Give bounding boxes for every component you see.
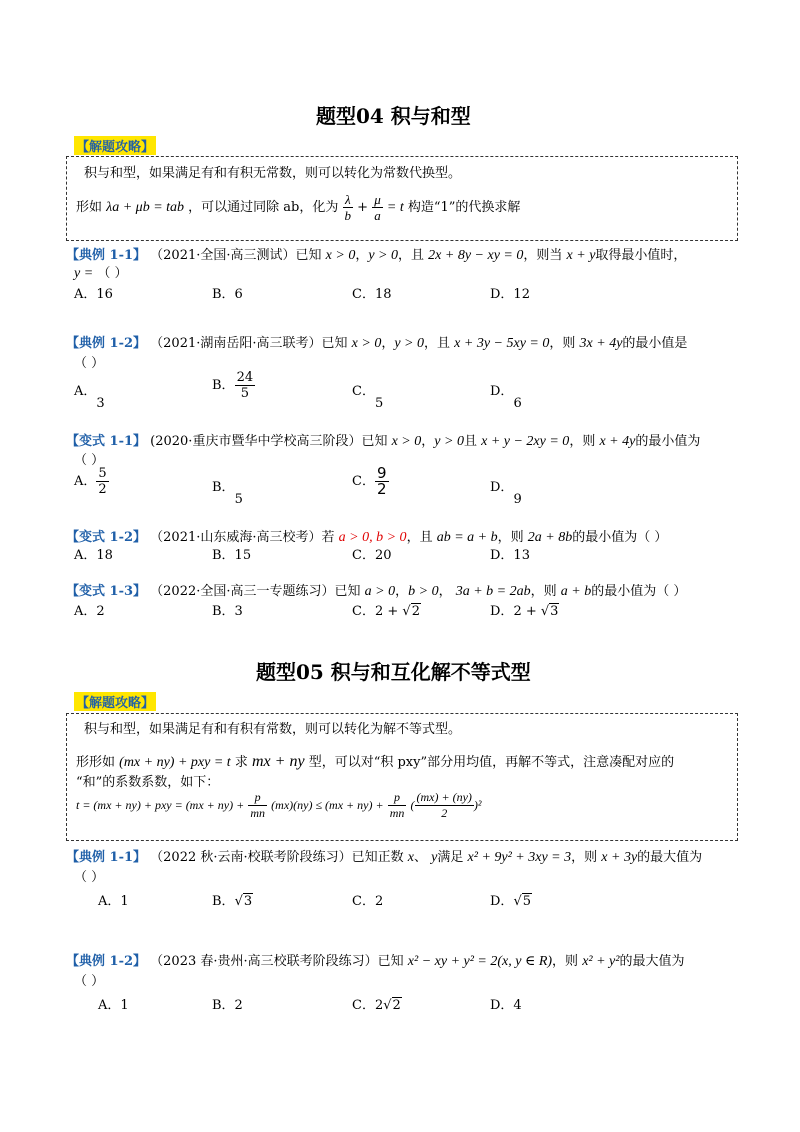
formula-lambda-a-mu-b: λa + μb = tab [106,200,185,215]
option-d[interactable]: D．4 [490,998,522,1013]
problem-label: 【变式 1-3】 [66,584,147,599]
problem-text: ， [438,584,452,599]
option-a[interactable]: A．16 [74,287,113,302]
section1-strategy-suffix: 构造“1”的代换求解 [407,200,521,215]
problem-text: ，则 [549,336,576,351]
option-d[interactable]: D．2 + √3 [490,604,559,619]
problem-1-1-line2: y = （ ） [74,266,128,281]
problem-text: ，且 [398,248,425,263]
option-c[interactable]: C．20 [352,548,392,563]
section2-strategy-mid: 求 [234,755,248,770]
problem-text: （2022 秋·云南·校联考阶段练习）已知正数 [150,850,404,865]
section1-strategy-line2: 形如 λa + μb = tab ，可以通过同除 ab，化为 $\frac{\lambda}{b}$ + $\frac{\mu}{a}$ = t 构造“1”的代换求解 [76,192,521,223]
option-a[interactable]: A．3 [74,384,105,411]
option-b[interactable]: B．15 [212,548,252,563]
problem-text: 的最小值为（ ） [591,584,687,599]
problem-text: 的最大值为 [619,954,685,969]
frac-lambda-b: $\frac{\lambda}{b}$ [344,192,352,223]
problem-label: 【典例 1-2】 [66,336,147,351]
problem-text: （2023 春·贵州·高三校联考阶段练习）已知 [150,954,404,969]
problem-text: (2020·重庆市暨华中学校高三阶段）已知 [150,434,388,449]
option-b[interactable]: B．√3 [212,894,253,909]
option-c[interactable]: C．2 [352,894,384,909]
option-c[interactable]: C． $\frac{9}{2}$ [352,464,387,498]
problem-label: 【变式 1-2】 [66,530,147,545]
problem-text: 、 [414,850,428,865]
option-d[interactable]: D．9 [490,480,522,507]
problem-blank: （ ） [74,974,105,989]
option-a[interactable]: A．2 [74,604,105,619]
s2-problem-1-1: 【典例 1-1】 （2022 秋·云南·校联考阶段练习）已知正数 x、 y满足 x² + 9y² + 3xy = 3，则 x + 3y的最大值为 [66,850,703,865]
section1-strategy-line1: 积与和型，如果满足有和有积无常数，则可以转化为常数代换型。 [84,166,462,181]
problem-text: ，则 [552,954,579,969]
problem-text: （2022·全国·高三一专题练习）已知 [150,584,361,599]
problem-text: （2021·山东威海·高三校考）若 [150,530,335,545]
problem-text: ，则 [530,584,557,599]
variant-1-2: 【变式 1-2】 （2021·山东威海·高三校考）若 a > 0, b > 0，且 ab = a + b，则 2a + 8b的最小值为（ ） [66,530,668,545]
problem-text: 的最小值为（ ） [572,530,668,545]
option-c[interactable]: C．5 [352,384,384,411]
problem-blank: （ ） [74,870,105,885]
section2-strategy-suffix: 型，可以对“积 pxy”部分用均值，再解不等式，注意凑配对应的 [308,755,675,770]
problem-blank: （ ） [74,356,105,371]
problem-blank: （ ） [74,453,105,468]
section1-title: 题型04 积与和型 [316,104,471,128]
problem-1-1: 【典例 1-1】 （2021·全国·高三测试）已知 x > 0，y > 0，且 2x + 8y − xy = 0，则当 x + y取得最小值时， [66,248,687,263]
section2-strategy-formula: t = (mx + ny) + pxy = (mx + ny) + $\frac{p}{mn}$ (mx)(ny) ≤ (mx + ny) + $\frac{p}{mn}$ ( $\frac{(mx) + (ny)}{2}$ )² [76,790,482,820]
option-a[interactable]: A．1 [98,998,129,1013]
option-d[interactable]: D．√5 [490,894,532,909]
s2-problem-1-2: 【典例 1-2】 （2023 春·贵州·高三校联考阶段练习）已知 x² − xy + y² = 2(x, y ∈ R)，则 x² + y²的最大值为 [66,954,685,969]
option-b[interactable]: B．2 [212,998,243,1013]
option-c[interactable]: C．2 + √2 [352,604,420,619]
section2-strategy-prefix: 形形如 [76,755,116,770]
option-a[interactable]: A．1 [98,894,129,909]
option-a[interactable]: A． $\frac{5}{2}$ [74,466,107,497]
section2-strategy-line1: 积与和型，如果满足有和有积有常数，则可以转化为解不等式型。 [84,722,462,737]
problem-text: ，则 [497,530,524,545]
problem-label: 【典例 1-1】 [66,248,147,263]
option-d[interactable]: D．13 [490,548,530,563]
option-a[interactable]: A．18 [74,548,113,563]
section1-strategy-tag: 【解题攻略】 [74,136,156,155]
problem-text: （2021·全国·高三测试）已知 [150,248,322,263]
problem-text: ，则 [569,434,596,449]
variant-1-1: 【变式 1-1】 (2020·重庆市暨华中学校高三阶段）已知 x > 0，y > 0且 x + y − 2xy = 0，则 x + 4y的最小值为 [66,434,701,449]
problem-1-2: 【典例 1-2】 （2021·湖南岳阳·高三联考）已知 x > 0，y > 0，且 x + 3y − 5xy = 0，则 3x + 4y的最小值是 [66,336,688,351]
problem-text: 的最小值是 [622,336,688,351]
section1-strategy-prefix: 形如 [76,200,103,215]
section2-strategy-tag: 【解题攻略】 [74,692,156,711]
option-d[interactable]: D．12 [490,287,530,302]
problem-text: 的最大值为 [637,850,703,865]
problem-text: ，则 [571,850,598,865]
problem-text: ，且 [424,336,451,351]
option-d[interactable]: D．6 [490,384,522,411]
section2-strategy-line2: 形形如 (mx + ny) + pxy = t 求 mx + ny 型，可以对“积 pxy”部分用均值，再解不等式，注意凑配对应的 [76,753,675,770]
problem-text: 且 [463,434,477,449]
option-b[interactable]: B．3 [212,604,243,619]
variant-1-3: 【变式 1-3】 （2022·全国·高三一专题练习）已知 a > 0，b > 0， 3a + b = 2ab，则 a + b的最小值为（ ） [66,584,687,599]
problem-text: ，且 [406,530,433,545]
problem-label: 【典例 1-1】 [66,850,147,865]
problem-text: 的最小值为 [635,434,701,449]
section2-title: 题型05 积与和互化解不等式型 [256,660,531,684]
option-c[interactable]: C．18 [352,287,392,302]
problem-text: 取得最小值时， [595,248,687,263]
option-c[interactable]: C．2√2 [352,998,401,1013]
section1-strategy-mid: ，可以通过同除 ab，化为 [188,200,339,215]
section2-strategy-line3: “和”的系数系数，如下： [76,775,220,790]
problem-text: （2021·湖南岳阳·高三联考）已知 [150,336,348,351]
option-b[interactable]: B．5 [212,480,243,507]
problem-text: ，则当 [523,248,563,263]
frac-mu-a: $\frac{\mu}{a}$ [374,192,381,223]
problem-label: 【变式 1-1】 [66,434,147,449]
option-b[interactable]: B．6 [212,287,243,302]
problem-label: 【典例 1-2】 [66,954,147,969]
problem-text: 满足 [437,850,464,865]
problem-text: （ ） [97,266,128,281]
option-b[interactable]: B． $\frac{24}{5}$ [212,370,254,401]
